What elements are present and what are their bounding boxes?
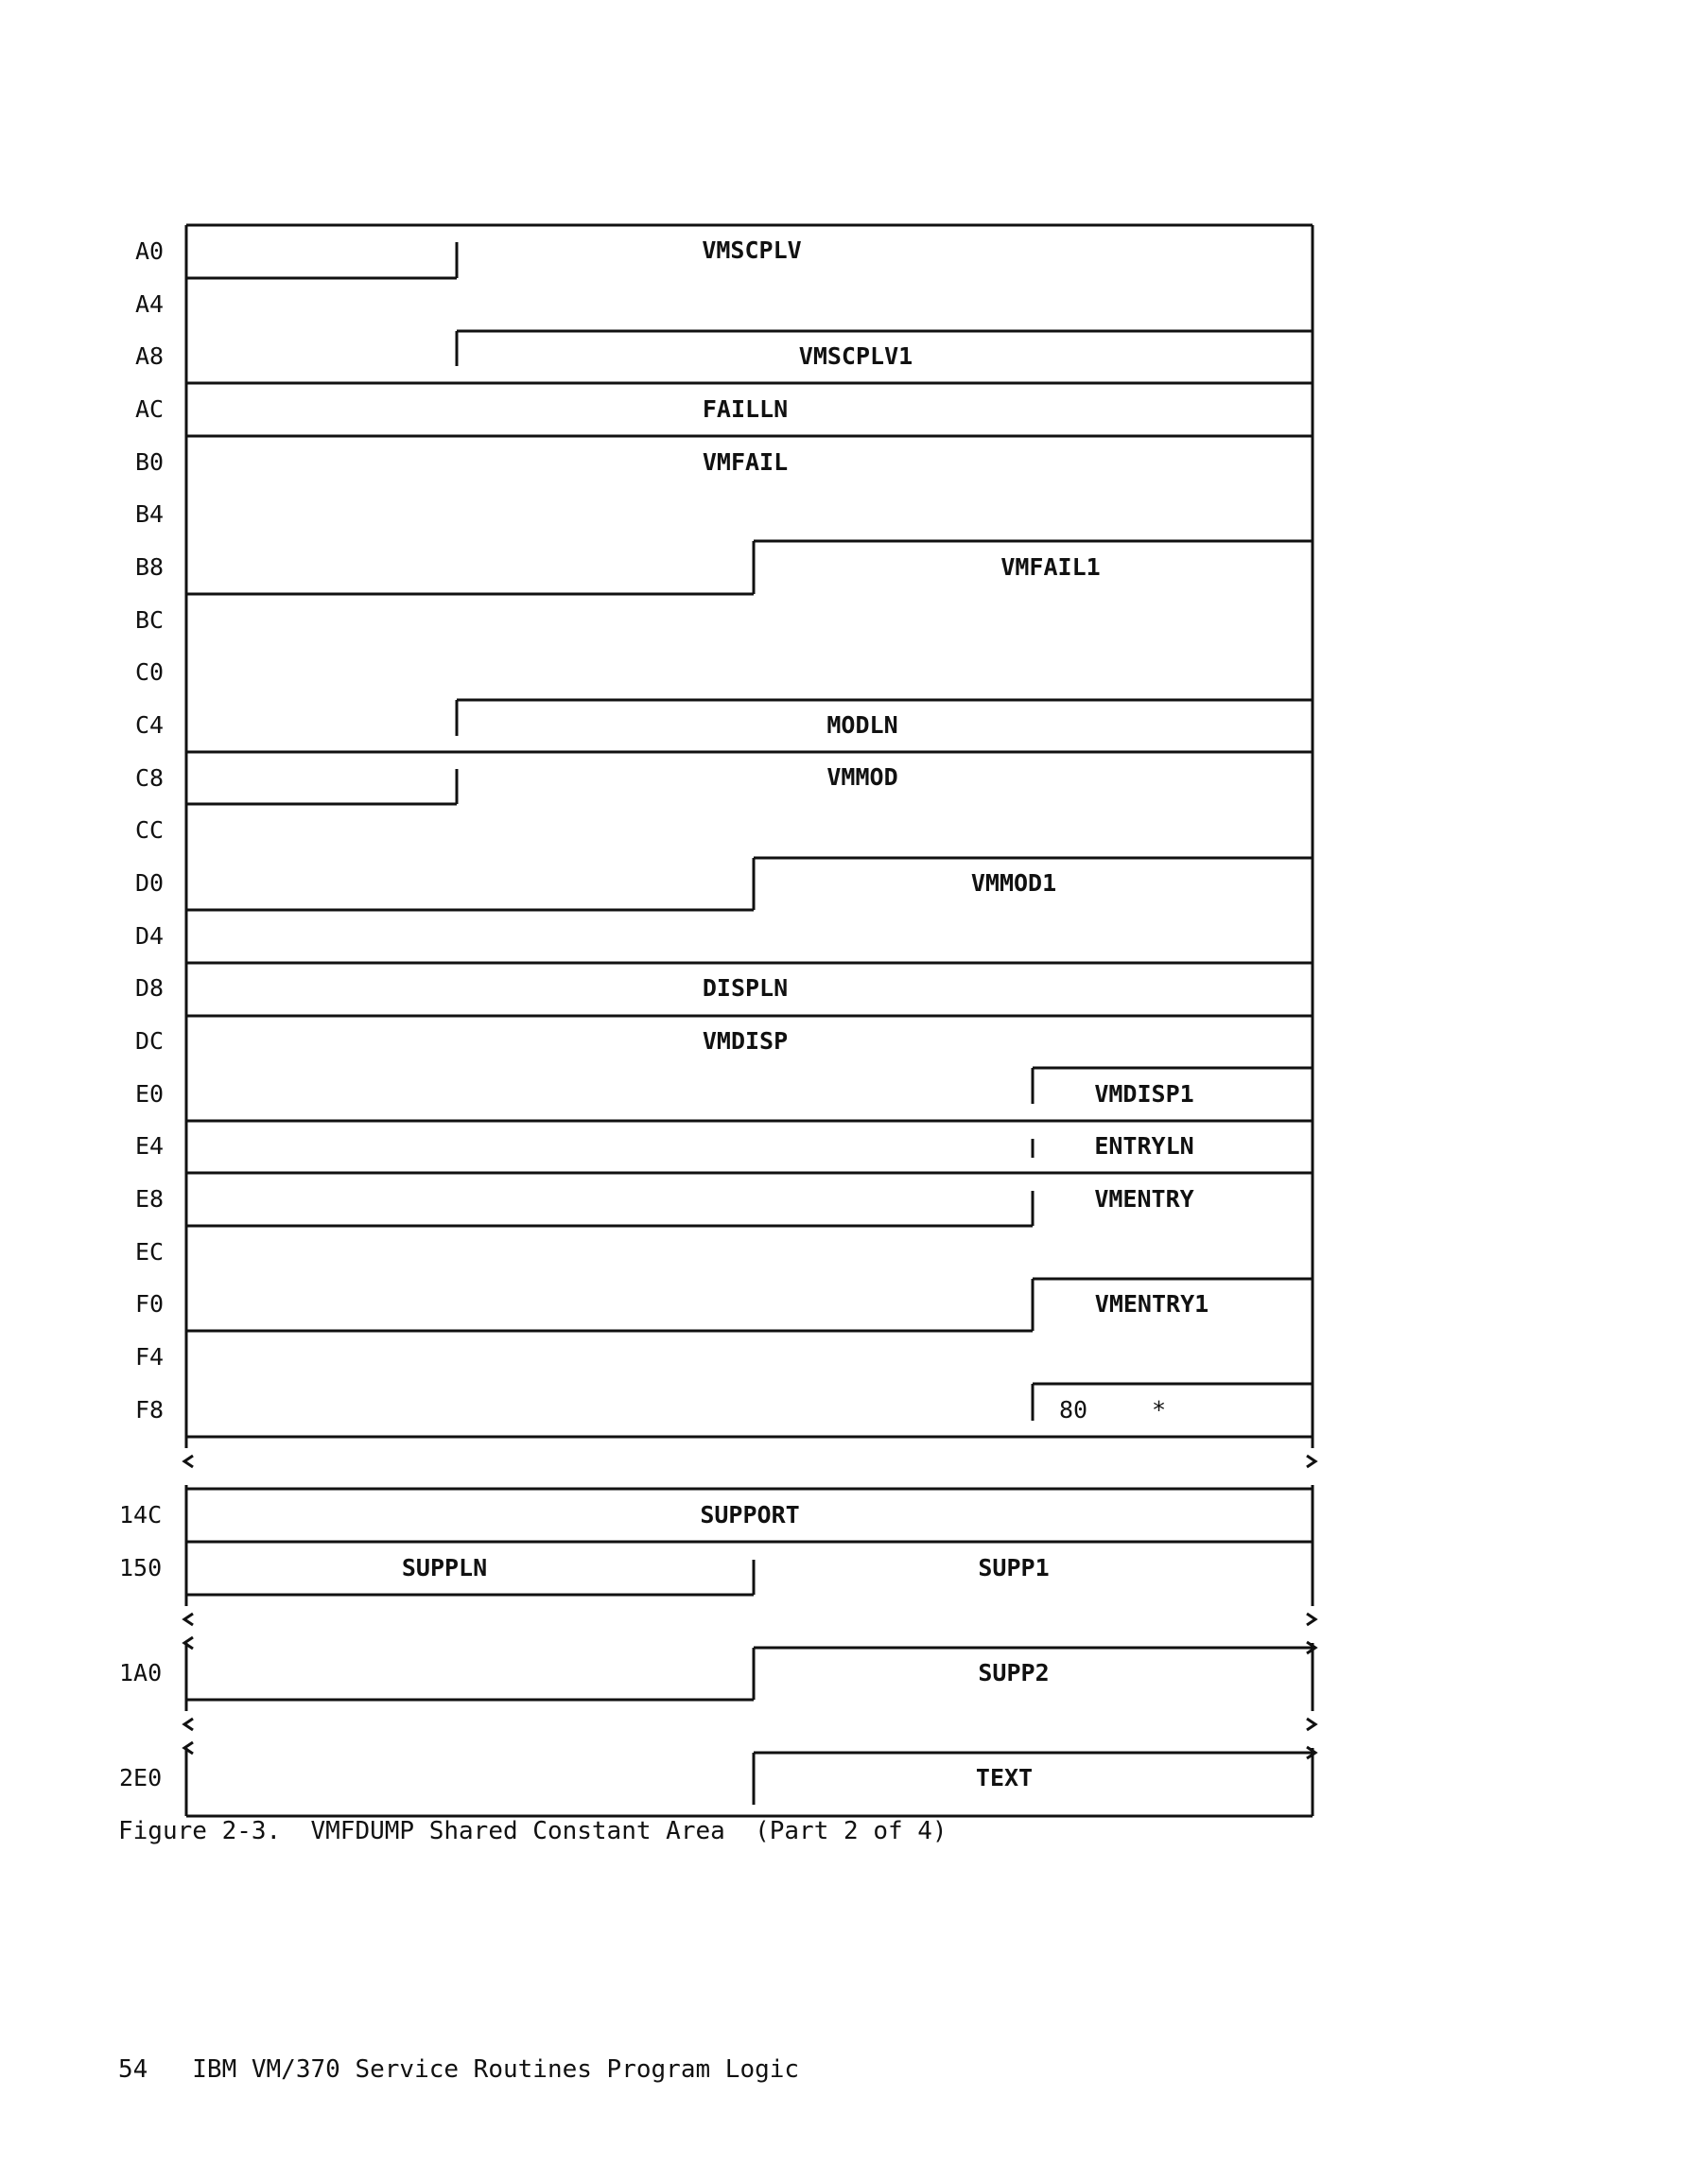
field-f8-mark: * [1152, 1396, 1167, 1424]
field-vmscplv1: VMSCPLV1 [798, 342, 913, 370]
offset-label: D4 [135, 922, 165, 950]
field-suppln: SUPPLN [401, 1554, 488, 1581]
page-footer: 54 IBM VM/370 Service Routines Program Logic [118, 2055, 800, 2084]
offset-label: A4 [135, 290, 165, 318]
offset-label: EC [135, 1238, 165, 1266]
offset-label: 2E0 [119, 1764, 163, 1791]
field-vmmod: VMMOD [826, 763, 898, 791]
field-vmscplv: VMSCPLV [702, 236, 802, 264]
field-support: SUPPORT [700, 1501, 800, 1529]
offset-label: E8 [135, 1185, 165, 1213]
offset-label: BC [135, 606, 165, 634]
offset-label: E4 [135, 1132, 165, 1160]
offset-label: 150 [119, 1554, 163, 1581]
figure-caption: Figure 2-3. VMFDUMP Shared Constant Area (Part 2 of 4) [118, 1817, 948, 1845]
offset-label: C0 [135, 658, 165, 686]
field-failln: FAILLN [702, 395, 789, 423]
field-vmentry1: VMENTRY1 [1094, 1290, 1209, 1318]
field-vmentry: VMENTRY [1094, 1185, 1194, 1213]
field-entryln: ENTRYLN [1094, 1132, 1194, 1160]
field-f8-value: 80 [1059, 1396, 1088, 1424]
field-text: TEXT [975, 1764, 1034, 1791]
field-vmdisp1: VMDISP1 [1094, 1080, 1194, 1108]
field-vmmod1: VMMOD1 [970, 869, 1057, 897]
offset-label: B4 [135, 500, 165, 528]
field-names [402, 236, 1209, 1791]
field-vmdisp: VMDISP [702, 1027, 789, 1055]
offset-label: B0 [135, 448, 165, 476]
offset-label: 1A0 [119, 1659, 163, 1686]
offset-label: C8 [135, 764, 165, 792]
field-displn: DISPLN [702, 974, 789, 1002]
offset-label: D0 [135, 869, 165, 897]
field-supp1: SUPP1 [978, 1554, 1050, 1581]
offset-label: A8 [135, 342, 165, 370]
field-supp2: SUPP2 [978, 1659, 1050, 1686]
offset-label: E0 [135, 1080, 165, 1108]
field-vmfail1: VMFAIL1 [1000, 553, 1101, 581]
offset-label: AC [135, 395, 165, 423]
offset-label: DC [135, 1027, 165, 1055]
offset-labels [119, 237, 164, 1791]
offset-label: C4 [135, 711, 165, 739]
field-modln: MODLN [826, 711, 898, 739]
offset-label: 14C [119, 1501, 163, 1529]
offset-label: F0 [135, 1290, 165, 1318]
offset-label: D8 [135, 974, 165, 1002]
offset-label: CC [135, 816, 165, 844]
offset-label: F8 [135, 1396, 165, 1424]
offset-label: A0 [135, 237, 165, 265]
offset-label: B8 [135, 553, 165, 581]
field-vmfail: VMFAIL [702, 448, 789, 476]
offset-label: F4 [135, 1343, 165, 1371]
